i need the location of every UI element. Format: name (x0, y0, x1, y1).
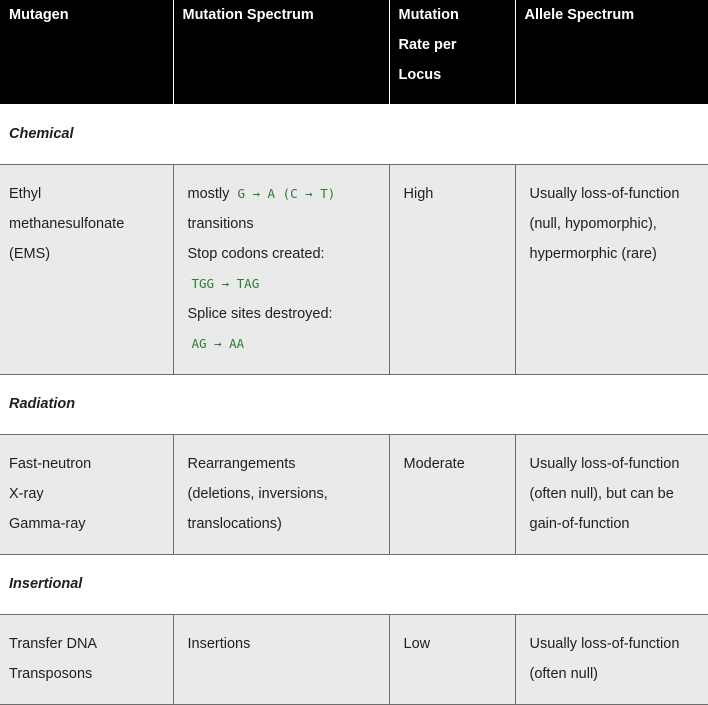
header-allele-spectrum: Allele Spectrum (515, 0, 708, 104)
category-row-chemical (0, 104, 708, 164)
cell-mutagen: Ethyl methanesulfonate (EMS) (0, 164, 173, 374)
mostly-label: mostly (187, 185, 230, 202)
header-rate-line-1: Mutation (398, 7, 459, 23)
splice-sites-label: Splice sites destroyed: (187, 305, 333, 322)
stop-codons-label: Stop codons created: (187, 245, 325, 262)
header-mutagen: Mutagen (0, 0, 173, 104)
category-row-radiation (0, 374, 708, 434)
category-chemical: Chemical (0, 104, 708, 164)
header-mutation-spectrum: Mutation Spectrum (173, 0, 389, 104)
cell-allele: Usually loss-of-function (often null), but can be gain-of-function (515, 434, 708, 554)
cell-spectrum (173, 164, 389, 374)
cell-mutagen: Fast-neutron X-ray Gamma-ray (0, 434, 173, 554)
table-row-radiation (0, 434, 708, 554)
cell-spectrum: Insertions (173, 614, 389, 704)
table-row-insertional (0, 614, 708, 704)
transitions-label: transitions (187, 215, 254, 232)
code-splice-site: AG → AA (191, 335, 245, 351)
category-radiation: Radiation (0, 374, 708, 434)
cell-rate: Moderate (389, 434, 515, 554)
cell-allele: Usually loss-of-function (often null) (515, 614, 708, 704)
header-rate-line-3: Locus (398, 67, 442, 83)
table-row-ems (0, 164, 708, 374)
code-transition: G → A (C → T) (237, 185, 336, 201)
cell-spectrum: Rearrangements (deletions, inversions, translocations) (173, 434, 389, 554)
header-mutation-rate (389, 0, 515, 104)
category-row-insertional (0, 554, 708, 614)
header-row (0, 0, 708, 104)
cell-mutagen: Transfer DNA Transposons (0, 614, 173, 704)
code-stop-codon: TGG → TAG (191, 275, 260, 291)
header-rate-line-2: Rate per (398, 37, 457, 53)
cell-allele: Usually loss-of-function (null, hypomorphic), hypermorphic (rare) (515, 164, 708, 374)
cell-rate: High (389, 164, 515, 374)
category-insertional: Insertional (0, 554, 708, 614)
cell-rate: Low (389, 614, 515, 704)
